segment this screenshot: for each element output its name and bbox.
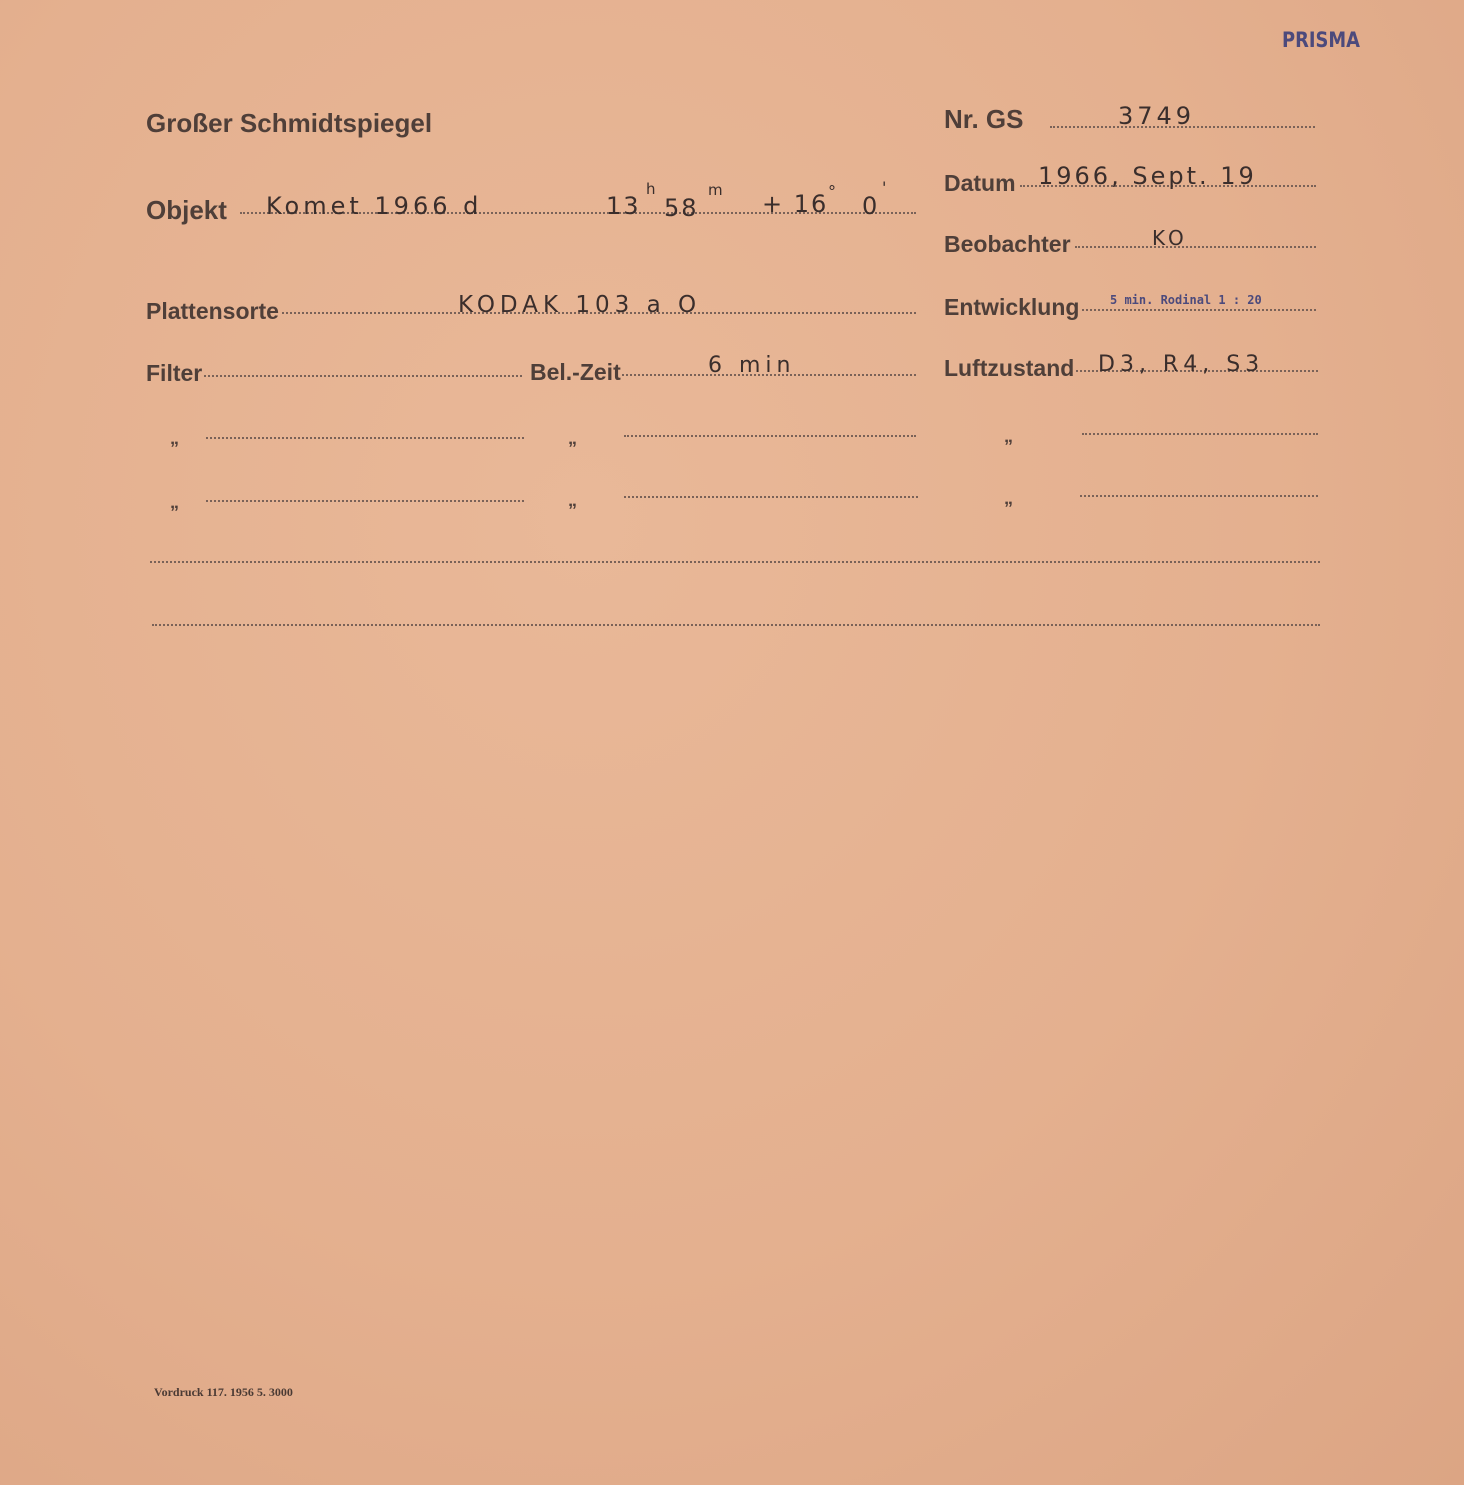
objekt-ra-min-mark: m <box>708 181 723 199</box>
note-line <box>150 561 1320 563</box>
belzeit-value: 6 min <box>708 353 796 378</box>
ditto-mark: „ <box>1004 426 1013 446</box>
filter-label: Filter <box>146 360 203 386</box>
plattensorte-value: KODAK 103 a O <box>458 292 702 318</box>
nr-label: Nr. GS <box>944 104 1024 134</box>
objekt-dec: + 16 <box>762 190 829 218</box>
ditto-line <box>1080 495 1318 497</box>
objekt-dec-deg-mark: ° <box>828 182 836 201</box>
objekt-dec-min: 0 <box>862 192 878 220</box>
objekt-dec-prime: ' <box>882 178 887 197</box>
belzeit-label: Bel.-Zeit <box>530 359 621 385</box>
filter-line <box>204 375 522 377</box>
prisma-stamp: PRISMA <box>1282 28 1360 52</box>
note-line <box>152 624 1320 626</box>
objekt-name: Komet 1966 d <box>266 192 483 220</box>
ditto-mark: „ <box>1004 488 1013 508</box>
entwicklung-value: 5 min. Rodinal 1 : 20 <box>1110 293 1262 307</box>
luftzustand-label: Luftzustand <box>944 355 1075 381</box>
objekt-ra-min: 58 <box>664 194 699 222</box>
ditto-line <box>624 496 918 498</box>
ditto-mark: „ <box>170 492 179 512</box>
plattensorte-label: Plattensorte <box>146 298 279 324</box>
ditto-mark: „ <box>568 428 577 448</box>
entwicklung-line <box>1082 309 1316 311</box>
datum-label: Datum <box>944 170 1016 196</box>
ditto-mark: „ <box>170 428 179 448</box>
beobachter-value: KO <box>1152 226 1188 250</box>
ditto-line <box>206 437 524 439</box>
beobachter-line <box>1075 246 1316 248</box>
ditto-line <box>1082 433 1318 435</box>
objekt-ra: 13 <box>606 192 641 220</box>
beobachter-label: Beobachter <box>944 231 1071 257</box>
nr-value: 3749 <box>1118 102 1196 130</box>
objekt-ra-hour-mark: h <box>646 180 656 198</box>
ditto-line <box>624 435 916 437</box>
form-print-info: Vordruck 117. 1956 5. 3000 <box>154 1385 293 1399</box>
ditto-line <box>206 500 524 502</box>
datum-value: 1966, Sept. 19 <box>1038 162 1257 190</box>
ditto-mark: „ <box>568 490 577 510</box>
entwicklung-label: Entwicklung <box>944 294 1080 320</box>
form-title: Großer Schmidtspiegel <box>146 108 433 138</box>
objekt-label: Objekt <box>146 195 227 225</box>
luftzustand-value: D3, R4, S3 <box>1098 352 1265 377</box>
